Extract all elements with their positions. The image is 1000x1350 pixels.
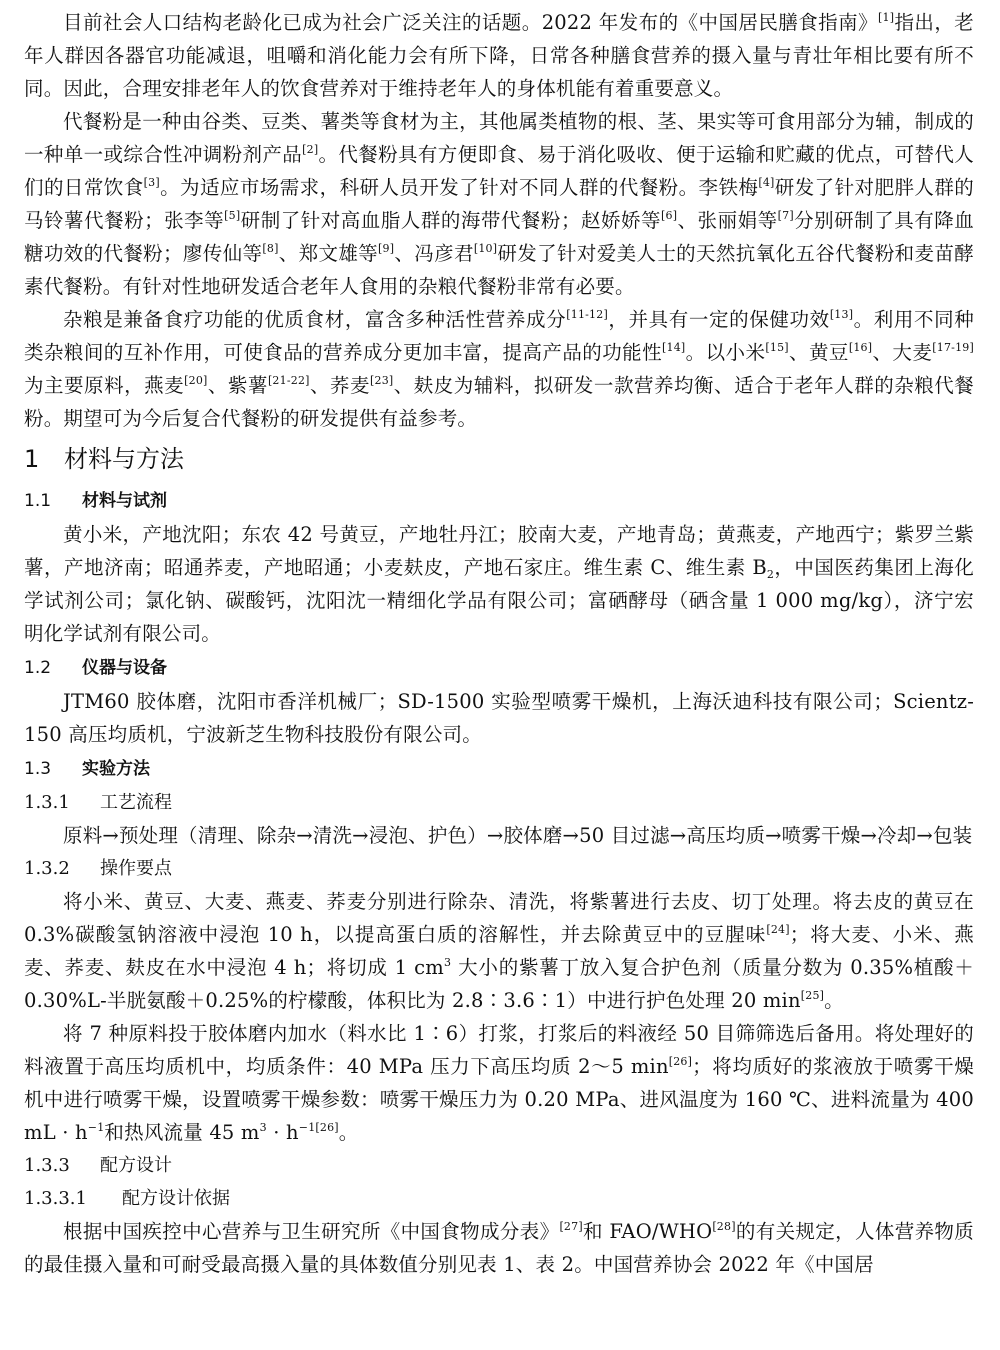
citation-27[interactable]: [27] [559, 1220, 583, 1233]
equipment-paragraph [24, 685, 974, 751]
text-run: 。 [824, 989, 844, 1012]
text-run: 代餐粉是一种由谷类、豆类、薯类等食材为主，其他属类植物的根、茎、果实等可食用部分为辅，制成的一种单一或综合性冲调粉剂产品 [24, 110, 974, 166]
citation-2[interactable]: [2] [302, 143, 319, 156]
citation-7[interactable]: [7] [777, 209, 794, 222]
citation-13[interactable]: [13] [829, 308, 854, 321]
citation-16[interactable]: [16] [848, 341, 873, 354]
section-title: 配方设计依据 [122, 1188, 230, 1209]
text-run: 和 FAO/WHO [582, 1220, 713, 1243]
section-number: 1.3 [24, 759, 52, 779]
citation-6[interactable]: [6] [661, 209, 678, 222]
text-run: JTM60 胶体磨，沈阳市香洋机械厂；SD-1500 实验型喷雾干燥机，上海沃迪科技有限公司；Scientz-150 高压均质机，宁波新芝生物科技股份有限公司。 [24, 690, 974, 746]
text-run: 和热风流量 45 m [104, 1121, 260, 1144]
text-run: 研发了针对肥胖人群的马铃薯代餐粉；张李等 [24, 176, 974, 232]
section-number: 1.3.3.1 [24, 1188, 87, 1209]
text-run: 、郑文雄等 [278, 242, 379, 265]
text-run: 黄小米，产地沈阳；东农 42 号黄豆，产地牡丹江；胶南大麦，产地青岛；黄燕麦，产地西宁；紫罗兰紫薯，产地济南；昭通荞麦，产地昭通；小麦麸皮，产地石家庄。维生素 C、维生素 B [24, 523, 974, 579]
text-run: 的有关规定，人体营养物质的最佳摄入量和可耐受最高摄入量的具体数值分别见表 1、表 2。中国营养协会 2022 年《中国居 [24, 1220, 974, 1276]
text-run: 、冯彦君 [394, 242, 474, 265]
section-number: 1.1 [24, 491, 52, 511]
citation-28[interactable]: [28] [712, 1220, 736, 1233]
text-run: 。为适应市场需求，科研人员开发了针对不同人群的代餐粉。李铁梅 [159, 176, 759, 199]
text-run: ；将大麦、小米、燕麦、荞麦、麸皮在水中浸泡 4 h；将切成 1 cm [24, 923, 974, 979]
section-number: 1.3.3 [24, 1155, 70, 1176]
text-run: 。以小米 [685, 341, 766, 364]
citation-9[interactable]: [9] [378, 242, 395, 255]
section-title: 工艺流程 [100, 792, 172, 813]
subsubsection-heading-1-3-2 [24, 852, 974, 885]
text-run: 、张丽娟等 [677, 209, 778, 232]
intro-paragraph-3 [24, 303, 974, 435]
section-number: 1.3.1 [24, 792, 70, 813]
citation-11-12[interactable]: [11-12] [566, 308, 608, 321]
text-run: 、荞麦 [309, 374, 371, 397]
subsection-heading-1-2 [24, 652, 974, 685]
text-run: · h [266, 1121, 299, 1144]
superscript: −1 [87, 1121, 105, 1134]
text-run: 原料→预处理（清理、除杂→清洗→浸泡、护色）→胶体磨→50 目过滤→高压均质→喷雾干燥→冷却→包装 [63, 824, 973, 847]
section-title: 材料与方法 [64, 445, 184, 473]
text-run: 杂粮是兼备食疗功能的优质食材，富含多种活性营养成分 [63, 308, 567, 331]
citation-24[interactable]: [24] [766, 923, 790, 936]
section-heading-1 [24, 441, 974, 477]
section-title: 配方设计 [100, 1155, 172, 1176]
text-run: 根据中国疾控中心营养与卫生研究所《中国食物成分表》 [63, 1220, 560, 1243]
text-run: ，中国医药集团上海化学试剂公司；氯化钠、碳酸钙，沈阳沈一精细化学品有限公司；富硒酵母（硒含量 1 000 mg/kg），济宁宏明化学试剂有限公司。 [24, 556, 974, 645]
text-run: 为主要原料，燕麦 [24, 374, 185, 397]
citation-20[interactable]: [20] [184, 374, 208, 387]
citation-25[interactable]: [25] [800, 989, 825, 1002]
section-title: 操作要点 [100, 858, 172, 879]
citation-1[interactable]: [1] [878, 11, 895, 24]
section-number: 1.2 [24, 658, 52, 678]
subsection-heading-1-1 [24, 485, 974, 518]
process-flow-paragraph [24, 819, 974, 852]
text-run: 、麸皮为辅料，拟研发一款营养均衡、适合于老年人群的杂粮代餐粉。期望可为今后复合代餐粉的研发提供有益参考。 [24, 374, 974, 430]
citation-17-19[interactable]: [17-19] [932, 341, 974, 354]
subsubsection-heading-1-3-3-1 [24, 1182, 974, 1215]
materials-paragraph [24, 518, 974, 650]
citation-14[interactable]: [14] [662, 341, 686, 354]
text-run: 、黄豆 [788, 341, 849, 364]
operation-paragraph-1 [24, 885, 974, 1017]
text-run: 分别研制了具有降血糖功效的代餐粉；廖传仙等 [24, 209, 974, 265]
citation-26[interactable]: [26] [668, 1055, 693, 1068]
text-run: 将 7 种原料投于胶体磨内加水（料水比 1∶6）打浆，打浆后的料液经 50 目筛筛选后备用。将处理好的料液置于高压均质机中，均质条件：40 MPa 压力下高压均质 2～5 min [24, 1022, 974, 1078]
superscript: 3 [259, 1121, 267, 1134]
text-run: 大小的紫薯丁放入复合护色剂（质量分数为 0.35%植酸＋0.30%L-半胱氨酸＋0.25%的柠檬酸，体积比为 2.8∶3.6∶1）中进行护色处理 20 min [24, 956, 975, 1012]
citation-3[interactable]: [3] [143, 176, 160, 189]
section-title: 材料与试剂 [82, 491, 167, 511]
article-page [24, 6, 974, 1281]
text-run: 目前社会人口结构老龄化已成为社会广泛关注的话题。2022 年发布的《中国居民膳食指南》 [63, 11, 879, 34]
intro-paragraph-2 [24, 105, 974, 303]
text-run: 。 [338, 1121, 359, 1144]
citation-4[interactable]: [4] [758, 176, 775, 189]
section-number: 1 [24, 445, 40, 473]
text-run: 将小米、黄豆、大麦、燕麦、荞麦分别进行除杂、清洗，将紫薯进行去皮、切丁处理。将去皮的黄豆在 0.3%碳酸氢钠溶液中浸泡 10 h，以提高蛋白质的溶解性，并去除黄豆中的豆腥味 [24, 890, 974, 946]
superscript: −1[26] [298, 1121, 339, 1134]
citation-10[interactable]: [10] [473, 242, 498, 255]
text-run: 。代餐粉具有方便即食、易于消化吸收、便于运输和贮藏的优点，可替代人们的日常饮食 [24, 143, 974, 199]
citation-23[interactable]: [23] [370, 374, 394, 387]
superscript: 3 [443, 956, 452, 969]
text-run: ，并具有一定的保健功效 [607, 308, 830, 331]
subsection-heading-1-3 [24, 753, 974, 786]
citation-8[interactable]: [8] [262, 242, 279, 255]
subsubsection-heading-1-3-3 [24, 1149, 974, 1182]
subscript: 2 [766, 568, 775, 581]
citation-21-22[interactable]: [21-22] [267, 374, 310, 387]
section-title: 仪器与设备 [82, 658, 167, 678]
text-run: 。利用不同种类杂粮间的互补作用，可使食品的营养成分更加丰富，提高产品的功能性 [24, 308, 974, 364]
text-run: ；将均质好的浆液放于喷雾干燥机中进行喷雾干燥，设置喷雾干燥参数：喷雾干燥压力为 0.20 MPa、进风温度为 160 ℃、进料流量为 400 mL · h [24, 1055, 974, 1144]
text-run: 、紫薯 [207, 374, 268, 397]
citation-15[interactable]: [15] [765, 341, 789, 354]
intro-paragraph-1 [24, 6, 974, 105]
text-run: 、大麦 [872, 341, 933, 364]
text-run: 研制了针对高血脂人群的海带代餐粉；赵娇娇等 [240, 209, 662, 232]
text-run: 研发了针对爱美人士的天然抗氧化五谷代餐粉和麦苗酵素代餐粉。有针对性地研发适合老年人食用的杂粮代餐粉非常有必要。 [24, 242, 974, 298]
subsubsection-heading-1-3-1 [24, 786, 974, 819]
text-run: 指出，老年人群因各器官功能减退，咀嚼和消化能力会有所下降，日常各种膳食营养的摄入量与青壮年相比要有所不同。因此，合理安排老年人的饮食营养对于维持老年人的身体机能有着重要意义。 [24, 11, 974, 100]
section-title: 实验方法 [82, 759, 150, 779]
formula-basis-paragraph [24, 1215, 974, 1281]
section-number: 1.3.2 [24, 858, 70, 879]
operation-paragraph-2 [24, 1017, 974, 1149]
citation-5[interactable]: [5] [224, 209, 241, 222]
